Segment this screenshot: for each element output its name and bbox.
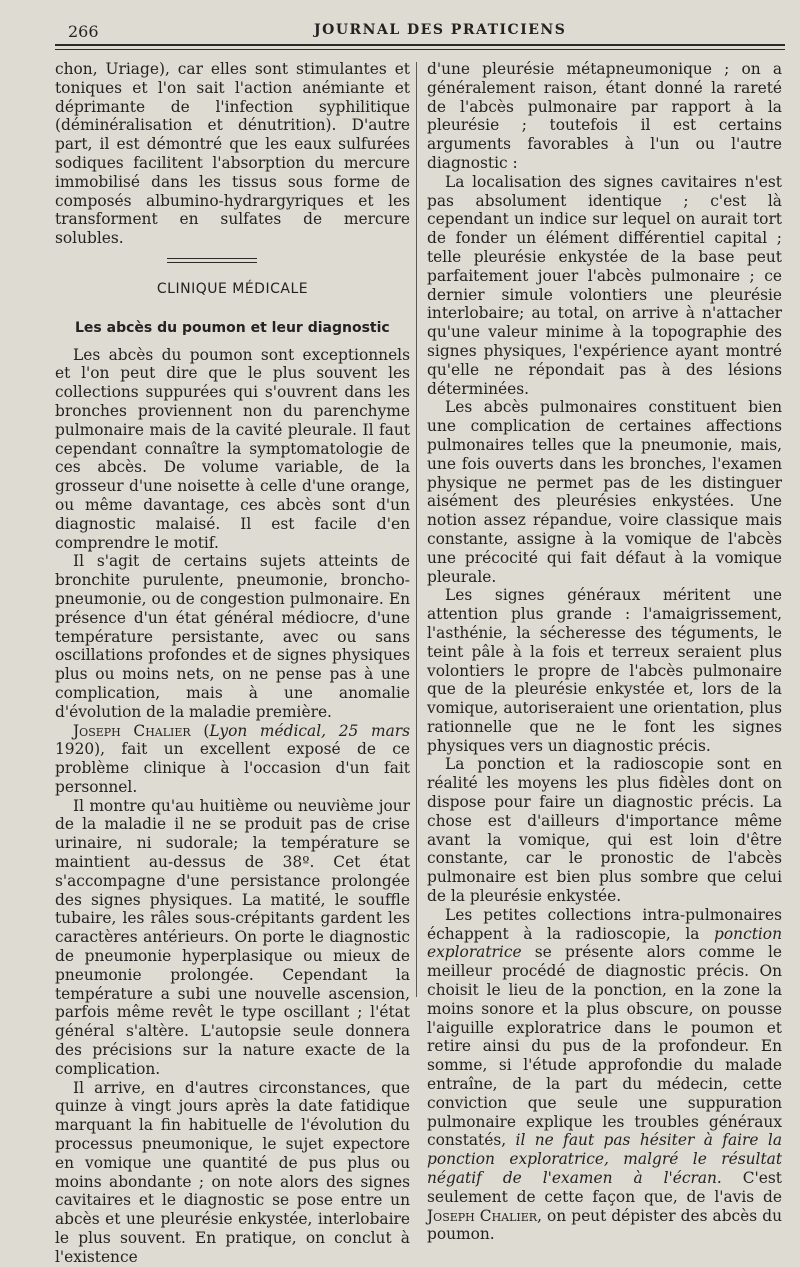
article-paragraph: Les abcès pulmonaires constituent bien une complication de certaines affections pulmonaires telles que la pneumonie, mais, une fois ouverts dans les bronches, l'examen physique ne permet pas de les distinguer aisément des pleurésies enkystées. Une notion assez répandue, voire classique mais constante, assigne à la vomique de l'abcès une précocité qui fait défaut à la vomique pleurale. <box>427 398 782 586</box>
emphasis-conclusion: il ne faut pas hésiter à faire la ponction exploratrice, malgré le résultat négatif de l'examen à l'écran. <box>427 1131 782 1188</box>
continued-paragraph: d'une pleurésie métapneumonique ; on a généralement raison, étant donné la rareté de l'abcès pulmonaire par rapport à la pleurésie ; toutefois il est certains arguments favorables à l'un ou l'autre diagnostic : <box>427 60 782 172</box>
article-paragraph: La localisation des signes cavitaires n'est pas absolument identique ; c'est là cependant un indice sur lequel on aurait tort de fonder un élément différentiel capital ; telle pleurésie enkystée de la base peut parfaitement jouer l'abcès pulmonaire ; ce dernier simule volontiers une pleurésie interlobaire; au total, on arrive à n'attacher qu'une valeur minime à la topographie des signes physiques, l'expérience ayant montré qu'elle ne répondait pas à des lésions déterminées. <box>427 172 782 398</box>
article-paragraph: Il arrive, en d'autres circonstances, que quinze à vingt jours après la date fatidique marquant la fin habituelle de l'évolution du processus pneumonique, le sujet expectore en vomique une quantité de pus plus ou moins abondante ; on note alors des signes cavitaires et le diagnostic se pose entre un abcès et une pleurésie enkystée, interlobaire le plus souvent. En pratique, on conclut à l'existence <box>55 1078 410 1266</box>
left-column <box>55 60 410 1267</box>
closing-text-c: C'est seulement de cette façon que, de l'avis de <box>427 1169 782 1206</box>
article-paragraph: Il s'agit de certains sujets atteints de bronchite purulente, pneumonie, broncho-pneumonie, ou de congestion pulmonaire. En présence d'un état général médiocre, d'une température persistante, avec ou sans oscillations profondes et de signes physiques plus ou moins nets, on ne pense pas à une complication, mais à une anomalie d'évolution de la maladie première. <box>55 552 410 721</box>
header-rule-thin <box>55 49 785 50</box>
citation-source: Lyon médical, 25 mars <box>209 721 410 740</box>
article-paragraph: Les abcès du poumon sont exceptionnels et l'on peut dire que le plus souvent les collections suppurées qui s'ouvrent dans les bronches proviennent non du parenchyme pulmonaire mais de la cavité pleurale. Il faut cependant connaître la symptomatologie de ces abcès. De volume variable, de la grosseur d'une noisette à celle d'une orange, ou même davantage, ces abcès sont d'un diagnostic malaisé. Il est facile d'en comprendre le motif. <box>55 345 410 552</box>
section-title: CLINIQUE MÉDICALE <box>156 280 309 297</box>
header-rule <box>55 44 785 46</box>
article-paragraph: Les signes généraux méritent une attention plus grande : l'amaigrissement, l'asthénie, la sécheresse des téguments, le teint pâle à la fois et terreux seraient plus volontiers le propre de l'abcès pulmonaire que de la pleurésie enkystée et, lors de la vomique, autoriseraient une orientation, plus rationnelle que ne le font les signes physiques vers un diagnostic précis. <box>427 586 782 755</box>
section-separator <box>55 248 410 270</box>
article-title: Les abcès du poumon et leur diagnostic <box>75 319 390 336</box>
right-column <box>427 60 782 1244</box>
closing-author: Joseph Chalier <box>427 1206 538 1225</box>
citation-paragraph: Joseph Chalier (Lyon médical, 25 mars 1920), fait un excellent exposé de ce problème clinique à l'occasion d'un fait personnel. <box>55 721 410 796</box>
column-divider <box>416 62 417 997</box>
article-paragraph: La ponction et la radioscopie sont en réalité les moyens les plus fidèles dont on dispose pour faire un diagnostic précis. La chose est d'ailleurs d'importance même avant la vomique, qui est loin d'être constante, car le pronostic de l'abcès pulmonaire est bien plus sombre que celui de la pleurésie enkystée. <box>427 755 782 906</box>
closing-text-b: se présente alors comme le meilleur procédé de diagnostic précis. On choisit le lieu de la ponction, en la zone la moins sonore et la plus obscure, on pousse l'aiguille exploratrice dans le poumon et retire ainsi du pus de la profondeur. En somme, si l'étude approfondie du malade entraîne, de la part du médecin, cette conviction que seule une suppuration pulmonaire explique les troubles généraux constatés, <box>427 943 782 1150</box>
closing-paragraph <box>427 906 782 1244</box>
citation-text: 1920), fait un excellent exposé de ce problème clinique à l'occasion d'un fait personnel. <box>55 740 410 796</box>
citation-author: Joseph Chalier <box>73 721 191 740</box>
article-paragraph: Il montre qu'au huitième ou neuvième jour de la maladie il ne se produit pas de crise urinaire, ni sudorale; la température se maintient au-dessus de 38º. Cet état s'accompagne d'une persistance prolongée des signes physiques. La matité, le souffle tubaire, les râles sous-crépitants gardent les caractères antérieurs. On porte le diagnostic de pneumonie hyperplasique ou mieux de pneumonie prolongée. Cependant la température a subi une nouvelle ascension, parfois même revêt le type oscillant ; l'état général s'altère. L'autopsie seule donnera des précisions sur la nature exacte de la complication. <box>55 796 410 1078</box>
emphasis-ponction: ponction exploratrice <box>427 924 782 962</box>
opening-paragraph: chon, Uriage), car elles sont stimulantes et toniques et l'on sait l'action anémiante et déprimante de l'infection syphilitique (déminéralisation et dénutrition). D'autre part, il est démontré que les eaux sulfurées sodiques facilitent l'absorption du mercure immobilisé dans les tissus sous forme de composés albumino-hydrargyriques et les transforment en sulfates de mercure solubles. <box>55 60 410 248</box>
closing-text-a: Les petites collections intra-pulmonaires échappent à la radioscopie, la <box>427 905 782 943</box>
journal-title: JOURNAL DES PRATICIENS <box>314 22 567 38</box>
page-number: 266 <box>68 22 99 41</box>
closing-text-d: , on peut dépister des abcès du poumon. <box>427 1206 782 1244</box>
